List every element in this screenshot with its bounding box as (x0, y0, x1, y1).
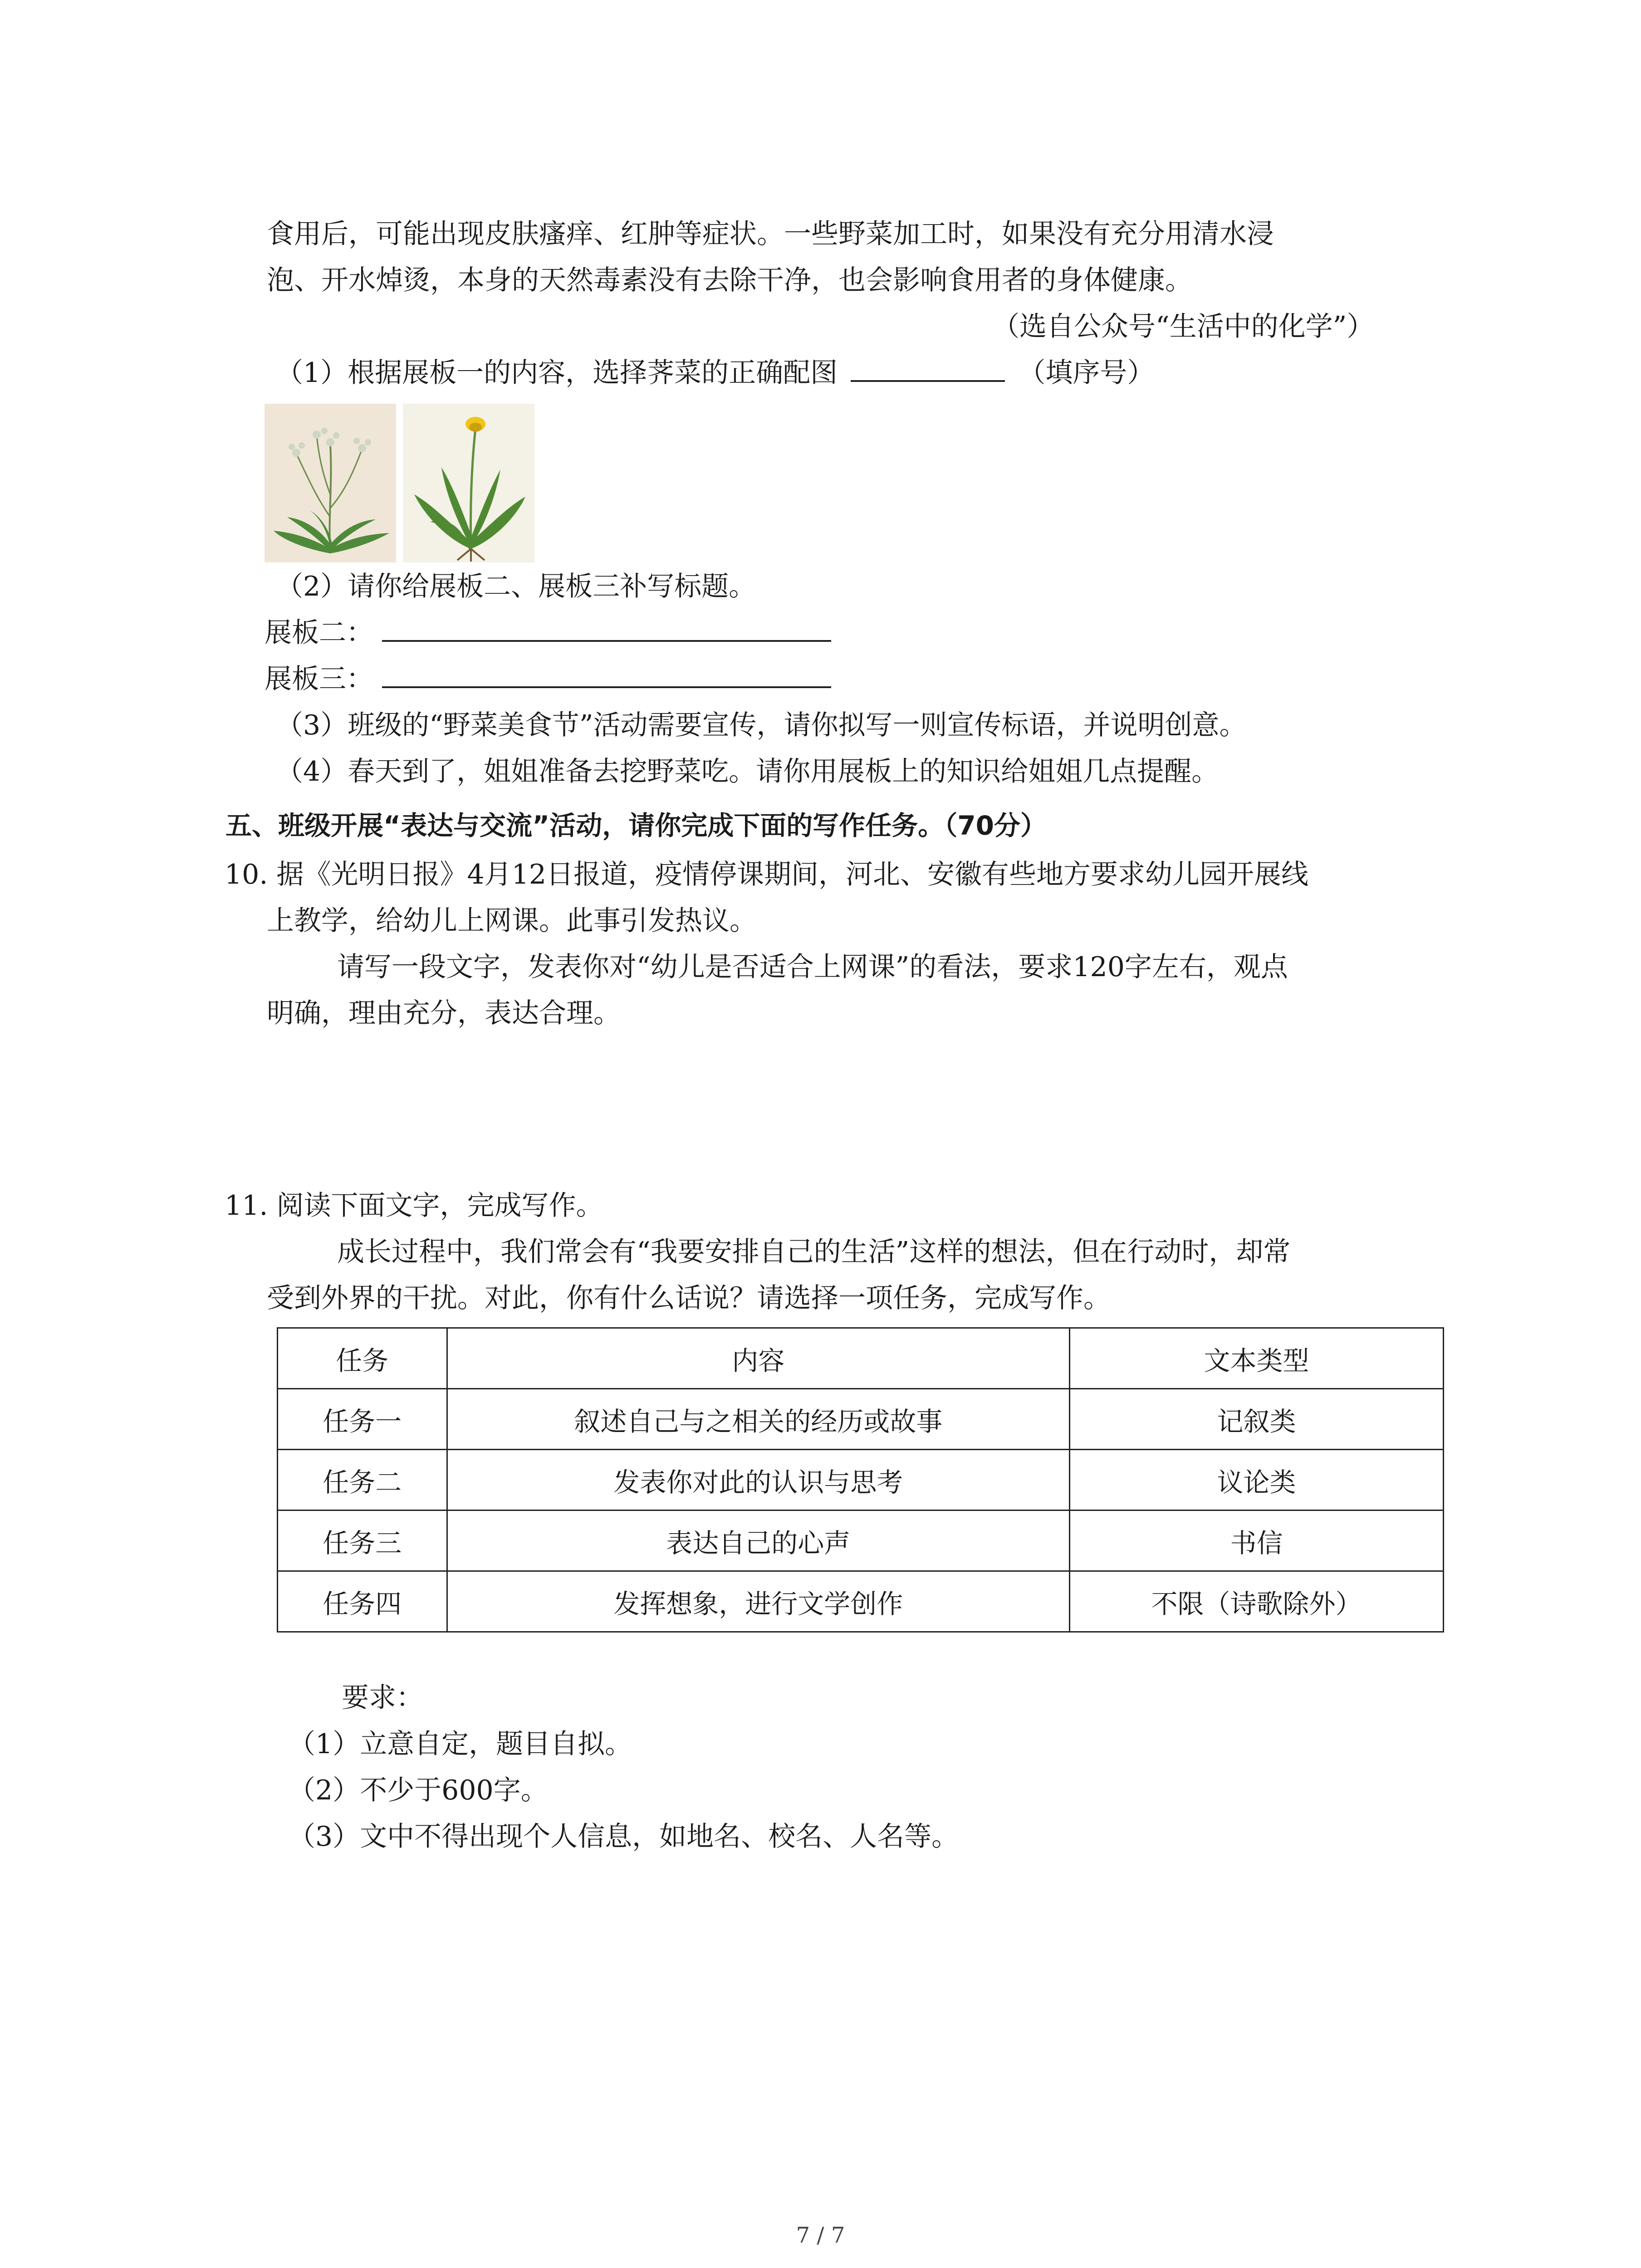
task-table (277, 1327, 1444, 1633)
question-11-line-1: 成长过程中，我们常会有“我要安排自己的生活”这样的想法，但在行动时，却常 (337, 1236, 1291, 1268)
board-2-blank[interactable] (382, 613, 831, 642)
question-4: （4）春天到了，姐姐准备去挖野菜吃。请你用展板上的知识给姐姐几点提醒。 (276, 756, 1219, 787)
table-cell: 叙述自己与之相关的经历或故事 (447, 1389, 1069, 1450)
question-2: （2）请你给展板二、展板三补写标题。 (276, 571, 756, 602)
board-3-blank[interactable] (382, 659, 831, 688)
page-number: 7 / 7 (796, 2223, 845, 2248)
requirement-3: （3）文中不得出现个人信息，如地名、校名、人名等。 (288, 1821, 959, 1853)
table-row (278, 1450, 1444, 1510)
source-note: （选自公众号“生活中的化学”） (992, 311, 1374, 342)
requirement-2: （2）不少于600字。 (288, 1774, 548, 1806)
table-cell: 任务一 (278, 1389, 447, 1450)
table-cell: 记叙类 (1069, 1389, 1443, 1450)
table-cell: 任务三 (278, 1510, 447, 1571)
table-cell: 任务二 (278, 1450, 447, 1510)
section-5-heading: 五、班级开展“表达与交流”活动，请你完成下面的写作任务。（70分） (225, 810, 1047, 841)
answer-blank-1[interactable] (851, 353, 1005, 382)
table-cell: 议论类 (1069, 1450, 1443, 1510)
question-3: （3）班级的“野菜美食节”活动需要宣传，请你拟写一则宣传标语，并说明创意。 (276, 709, 1247, 741)
question-10-line-1: 10. 据《光明日报》4月12日报道，疫情停课期间，河北、安徽有些地方要求幼儿园开展线 (225, 859, 1309, 890)
table-header: 内容 (447, 1328, 1069, 1389)
passage-line-2: 泡、开水焯烫，本身的天然毒素没有去除干净，也会影响食用者的身体健康。 (267, 264, 1192, 296)
question-10-line-2: 上教学，给幼儿上网课。此事引发热议。 (267, 905, 757, 937)
passage-line-1: 食用后，可能出现皮肤瘙痒、红肿等症状。一些野菜加工时，如果没有充分用清水浸 (267, 218, 1274, 250)
board-2-row (265, 611, 831, 655)
question-1-text: （1）根据展板一的内容，选择荠菜的正确配图 (276, 357, 838, 389)
board-3-row (265, 657, 831, 701)
question-10-line-3: 请写一段文字，发表你对“幼儿是否适合上网课”的看法，要求120字左右，观点 (337, 951, 1288, 983)
table-cell: 发表你对此的认识与思考 (447, 1450, 1069, 1510)
table-row (278, 1571, 1444, 1632)
shepherds-purse-image (265, 404, 396, 562)
table-header-row (278, 1328, 1444, 1389)
table-header: 任务 (278, 1328, 447, 1389)
requirements-title: 要求： (342, 1682, 423, 1714)
requirement-1: （1）立意自定，题目自拟。 (288, 1728, 632, 1760)
table-cell: 书信 (1069, 1510, 1443, 1571)
question-10-line-4: 明确，理由充分，表达合理。 (267, 997, 621, 1029)
table-cell: 发挥想象，进行文学创作 (447, 1571, 1069, 1632)
table-cell: 不限（诗歌除外） (1069, 1571, 1443, 1632)
board-3-label: 展板三： (265, 663, 373, 695)
question-11-line-2: 受到外界的干扰。对此，你有什么话说？请选择一项任务，完成写作。 (267, 1282, 1111, 1314)
question-1 (276, 351, 1154, 395)
table-row (278, 1510, 1444, 1571)
table-row (278, 1389, 1444, 1450)
board-2-label: 展板二： (265, 617, 373, 649)
question-1-tail: （填序号） (1018, 357, 1155, 389)
dandelion-image (403, 404, 534, 562)
table-header: 文本类型 (1069, 1328, 1443, 1389)
table-cell: 任务四 (278, 1571, 447, 1632)
question-11: 11. 阅读下面文字，完成写作。 (225, 1190, 603, 1222)
table-cell: 表达自己的心声 (447, 1510, 1069, 1571)
